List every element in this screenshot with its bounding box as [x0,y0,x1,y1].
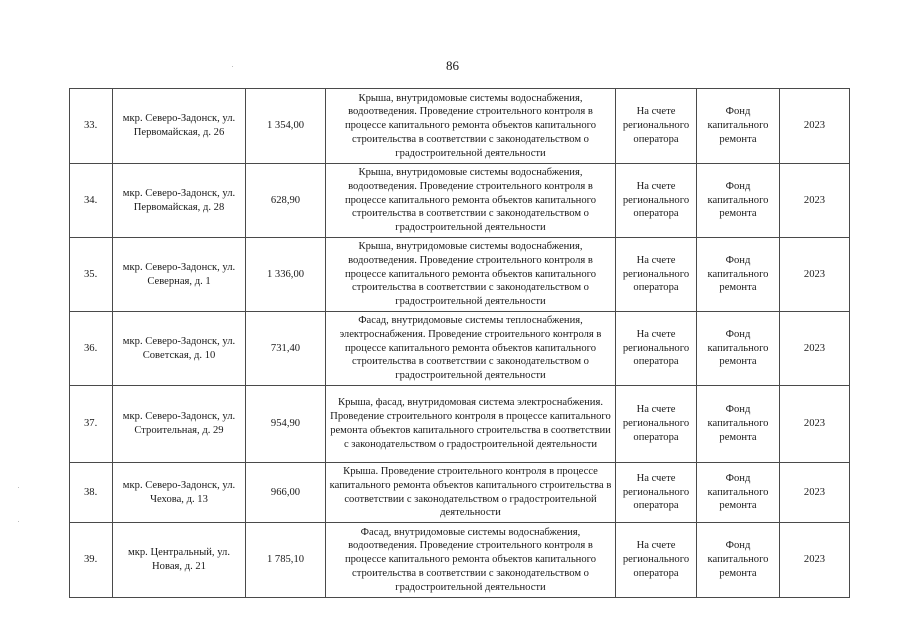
scan-speck [18,521,19,522]
address-cell: мкр. Северо-Задонск, ул. Северная, д. 1 [113,238,246,312]
row-number: 35. [70,238,113,312]
row-number: 38. [70,463,113,523]
table-row [70,312,850,386]
repair-schedule-table [69,88,850,598]
year-cell: 2023 [780,386,850,463]
work-description-cell: Крыша, внутридомовые системы водоснабжения, водоотведения. Проведение строительного контроля в процессе капитального ремонта объектов капитального строительства в соответствии с законодательством о градостроительной деятельности [326,238,616,312]
row-number: 36. [70,312,113,386]
address-cell: мкр. Северо-Задонск, ул. Первомайская, д. 28 [113,164,246,238]
table-row [70,386,850,463]
work-description-cell: Крыша, внутридомовые системы водоснабжения, водоотведения. Проведение строительного контроля в процессе капитального ремонта объектов капитального строительства в соответствии с законодательством о градостроительной деятельности [326,89,616,164]
fund-cell: Фонд капитального ремонта [697,89,780,164]
work-description-cell: Крыша, фасад, внутридомовая система электроснабжения. Проведение строительного контроля в процессе капитального ремонта объектов капитального строительства в соответствии с законодательством о градостроительной деятельности [326,386,616,463]
fund-cell: Фонд капитального ремонта [697,523,780,598]
work-description-cell: Фасад, внутридомовые системы теплоснабжения, электроснабжения. Проведение строительного контроля в процессе капитального ремонта объектов капитального строительства в соответствии с законодательством о градостроительной деятельности [326,312,616,386]
year-cell: 2023 [780,463,850,523]
row-number: 37. [70,386,113,463]
work-description-cell: Фасад, внутридомовые системы водоснабжения, водоотведения. Проведение строительного контроля в процессе капитального ремонта объектов капитального строительства в соответствии с законодательством о градостроительной деятельности [326,523,616,598]
page-number: 86 [446,58,459,73]
area-cell: 1 336,00 [246,238,326,312]
year-cell: 2023 [780,89,850,164]
work-description-cell: Крыша, внутридомовые системы водоснабжения, водоотведения. Проведение строительного контроля в процессе капитального ремонта объектов капитального строительства в соответствии с законодательством о градостроительной деятельности [326,164,616,238]
fund-cell: Фонд капитального ремонта [697,312,780,386]
year-cell: 2023 [780,523,850,598]
area-cell: 954,90 [246,386,326,463]
account-cell: На счете регионального оператора [616,312,697,386]
area-cell: 628,90 [246,164,326,238]
area-cell: 731,40 [246,312,326,386]
account-cell: На счете регионального оператора [616,523,697,598]
account-cell: На счете регионального оператора [616,463,697,523]
table-row [70,164,850,238]
address-cell: мкр. Северо-Задонск, ул. Строительная, д. 29 [113,386,246,463]
table-row [70,89,850,164]
account-cell: На счете регионального оператора [616,89,697,164]
address-cell: мкр. Центральный, ул. Новая, д. 21 [113,523,246,598]
row-number: 33. [70,89,113,164]
fund-cell: Фонд капитального ремонта [697,238,780,312]
year-cell: 2023 [780,164,850,238]
year-cell: 2023 [780,312,850,386]
fund-cell: Фонд капитального ремонта [697,463,780,523]
account-cell: На счете регионального оператора [616,386,697,463]
area-cell: 1 354,00 [246,89,326,164]
table-row [70,523,850,598]
table-row [70,238,850,312]
row-number: 34. [70,164,113,238]
row-number: 39. [70,523,113,598]
scan-speck [232,66,233,67]
address-cell: мкр. Северо-Задонск, ул. Чехова, д. 13 [113,463,246,523]
account-cell: На счете регионального оператора [616,238,697,312]
address-cell: мкр. Северо-Задонск, ул. Советская, д. 10 [113,312,246,386]
account-cell: На счете регионального оператора [616,164,697,238]
work-description-cell: Крыша. Проведение строительного контроля в процессе капитального ремонта объектов капитального строительства в соответствии с законодательством о градостроительной деятельности [326,463,616,523]
fund-cell: Фонд капитального ремонта [697,386,780,463]
year-cell: 2023 [780,238,850,312]
area-cell: 1 785,10 [246,523,326,598]
scan-speck [18,487,19,488]
table-row [70,463,850,523]
address-cell: мкр. Северо-Задонск, ул. Первомайская, д. 26 [113,89,246,164]
fund-cell: Фонд капитального ремонта [697,164,780,238]
area-cell: 966,00 [246,463,326,523]
